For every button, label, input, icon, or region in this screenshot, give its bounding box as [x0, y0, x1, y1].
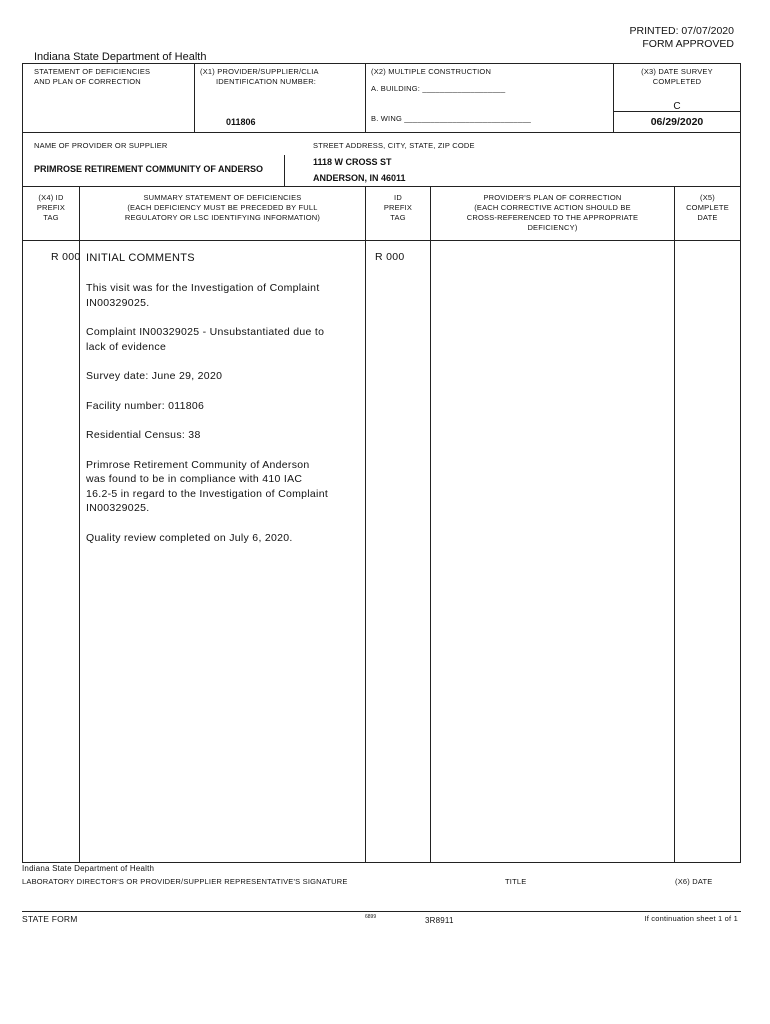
column-header-bottom	[22, 240, 741, 241]
summary-header-3: REGULATORY OR LSC IDENTIFYING INFORMATION)	[124, 213, 321, 222]
entry-paragraph: Residential Census: 38	[86, 429, 201, 441]
entry-paragraph: Complaint IN00329025 - Unsubstantiated due to lack of evidence	[86, 326, 325, 353]
plan-header-3: CROSS-REFERENCED TO THE APPROPRIATE	[466, 213, 639, 222]
agency-title: Indiana State Department of Health	[34, 51, 207, 63]
statement-label-1: STATEMENT OF DEFICIENCIES	[34, 67, 151, 76]
id-prefix-tag: R 000	[375, 251, 405, 263]
divider-provider-box	[22, 186, 741, 187]
x3-label-1: (X3) DATE SURVEY	[641, 67, 713, 76]
state-form-label: STATE FORM	[22, 914, 78, 924]
plan-header-1: PROVIDER'S PLAN OF CORRECTION	[483, 193, 622, 202]
id-header-2: PREFIX	[383, 203, 413, 212]
footer-agency: Indiana State Department of Health	[22, 864, 155, 873]
plan-header-2: (EACH CORRECTIVE ACTION SHOULD BE	[474, 203, 631, 212]
form-approved: FORM APPROVED	[642, 38, 734, 50]
x1-label-2: IDENTIFICATION NUMBER:	[216, 77, 317, 86]
x4-header-2: PREFIX	[36, 203, 66, 212]
frame-top	[22, 63, 741, 64]
divider-x2	[365, 63, 366, 133]
x5-header-1: (X5)	[700, 193, 715, 202]
frame-right	[740, 63, 741, 862]
x3-label-2: COMPLETED	[652, 77, 702, 86]
id-header-3: TAG	[390, 213, 406, 222]
entry-paragraph: Quality review completed on July 6, 2020.	[86, 531, 293, 544]
column-divider-3	[430, 186, 431, 862]
provider-name-label: NAME OF PROVIDER OR SUPPLIER	[34, 141, 168, 150]
column-divider-4	[674, 186, 675, 862]
title-label: TITLE	[505, 877, 527, 886]
divider-x1	[194, 63, 195, 133]
divider-provider	[284, 155, 285, 187]
column-divider-2	[365, 186, 366, 862]
x3-code: C	[673, 101, 681, 112]
x5-header-3: DATE	[697, 213, 718, 222]
provider-id-value: 011806	[226, 117, 256, 127]
x6-date-label: (X6) DATE	[675, 877, 713, 886]
column-divider-1	[79, 186, 80, 862]
continuation-label: If continuation sheet 1 of 1	[644, 914, 738, 923]
statement-label-2: AND PLAN OF CORRECTION	[34, 77, 141, 86]
printed-date: PRINTED: 07/07/2020	[629, 25, 734, 37]
id-header-1: ID	[394, 193, 402, 202]
footer-rule	[22, 911, 741, 912]
wing-label: B. WING _____________________________	[371, 114, 532, 123]
x4-header-3: TAG	[43, 213, 59, 222]
prefix-tag: R 000	[51, 251, 81, 263]
provider-name-value: PRIMROSE RETIREMENT COMMUNITY OF ANDERSO	[34, 164, 264, 174]
address-line-1: 1118 W CROSS ST	[313, 157, 392, 167]
entry-paragraph: This visit was for the Investigation of Complaint IN00329025.	[86, 282, 320, 309]
entry-paragraph: Facility number: 011806	[86, 399, 205, 412]
entry-paragraph: Primrose Retirement Community of Anderson was found to be in compliance with 410 IAC 16.2-5 in regard to the Investigation of Complaint IN00329025.	[86, 458, 329, 514]
plan-header-4: DEFICIENCY)	[527, 223, 578, 232]
entry-heading: INITIAL COMMENTS	[86, 252, 195, 264]
summary-header-2: (EACH DEFICIENCY MUST BE PRECEDED BY FULL	[127, 203, 318, 212]
survey-completed-date: 06/29/2020	[650, 116, 704, 128]
address-label: STREET ADDRESS, CITY, STATE, ZIP CODE	[313, 141, 475, 150]
signature-label: LABORATORY DIRECTOR'S OR PROVIDER/SUPPLIER REPRESENTATIVE'S SIGNATURE	[22, 877, 348, 886]
x2-label: (X2) MULTIPLE CONSTRUCTION	[371, 67, 492, 76]
x1-label-1: (X1) PROVIDER/SUPPLIER/CLIA	[200, 67, 319, 76]
address-line-2: ANDERSON, IN 46011	[313, 173, 406, 183]
building-label: A. BUILDING: ___________________	[371, 84, 506, 93]
frame-bottom	[22, 862, 741, 863]
x5-header-2: COMPLETE	[686, 203, 729, 212]
doc-code: 3R8911	[425, 916, 454, 925]
divider-top-box	[22, 132, 741, 133]
x4-header-1: (X4) ID	[38, 193, 64, 202]
summary-header-1: SUMMARY STATEMENT OF DEFICIENCIES	[143, 193, 302, 202]
entry-body	[86, 281, 362, 560]
entry-paragraph: Survey date: June 29, 2020	[86, 370, 223, 382]
form-code: 6899	[365, 914, 377, 920]
frame-left	[22, 63, 23, 862]
